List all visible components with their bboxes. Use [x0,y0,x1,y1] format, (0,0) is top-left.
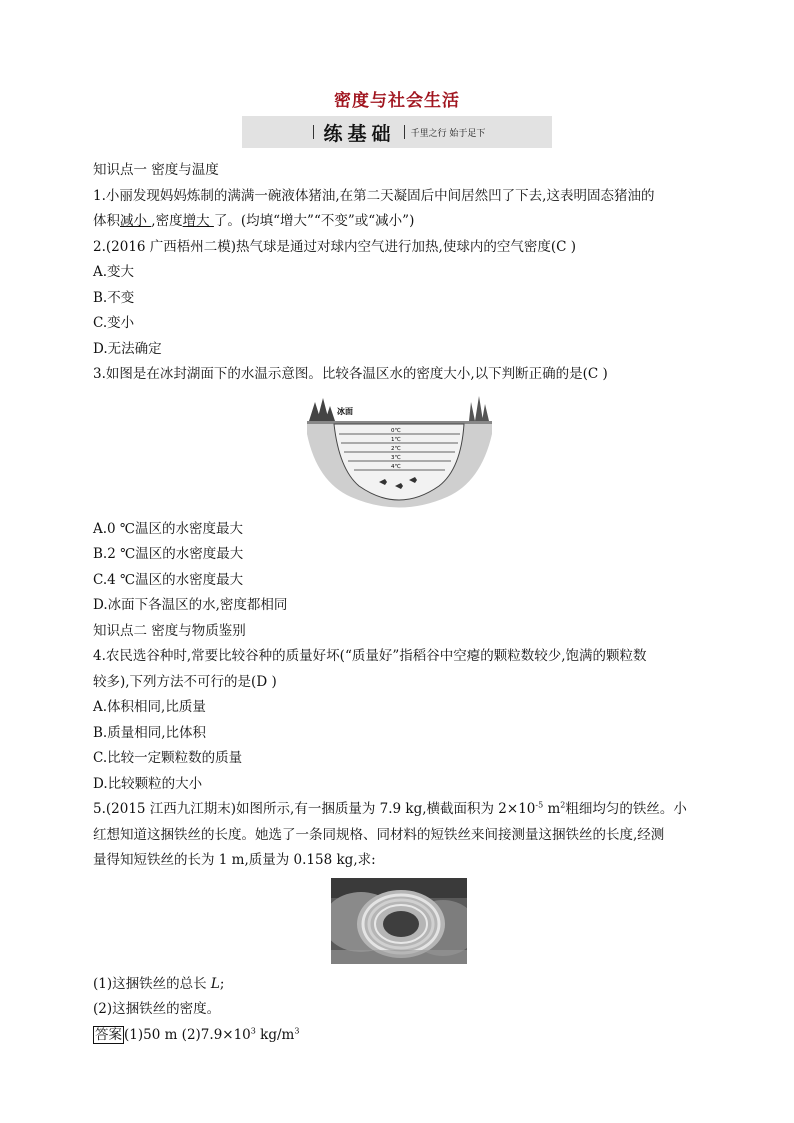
question-5-line-2: 红想知道这捆铁丝的长度。她选了一条同规格、同材料的短铁丝来间接测量这捆铁丝的长度,经测 [93,826,665,843]
wire-coil-figure [93,878,705,964]
banner-divider-left [313,125,314,139]
temp-label-3: 3℃ [391,454,401,461]
temp-label-0: 0℃ [391,427,401,434]
question-3-option-b: B.2 ℃温区的水密度最大 [93,546,244,562]
banner-main-text: 练基础 [323,122,396,145]
question-4-option-a: A.体积相同,比质量 [93,699,206,715]
worksheet-content [93,158,705,1048]
question-5-answer: 答案 (1)50 m $(2)7.9\times 10^3$ $kg/m^3$ [95,1026,300,1043]
banner-sub-text: 千里之行 始于足下 [410,128,486,139]
wire-coil-photo [331,878,467,964]
reed-icon [469,396,489,421]
section-heading-1: 知识点一 密度与温度 [93,162,219,178]
question-5-sub-1: (1)这捆铁丝的总长 L; [93,975,225,992]
question-2-option-b: B.不变 [93,289,135,306]
answer-blank-2: 增大 [182,213,214,229]
question-3-option-a: A.0 ℃温区的水密度最大 [93,520,244,537]
question-3-option-d: D.冰面下各温区的水,密度都相同 [93,597,288,613]
lake-temperature-figure [93,394,705,509]
question-3-stem: 3.如图是在冰封湖面下的水温示意图。比较各温区水的密度大小,以下判断正确的是(C ) [93,366,608,382]
section-banner [242,116,552,148]
question-1-line-2: 体积减小 ,密度增大 了。(均填“增大”“不变”或“减小”) [93,213,415,229]
question-3-option-c: C.4 ℃温区的水密度最大 [93,571,244,588]
question-4-line-2: 较多),下列方法不可行的是(D ) [93,673,277,690]
question-1-line-1: 1.小丽发现妈妈炼制的满满一碗液体猪油,在第二天凝固后中间居然凹了下去,这表明固态猪油的 [93,187,655,204]
section-heading-2: 知识点二 密度与物质鉴别 [93,622,246,639]
question-2-option-d: D.无法确定 [93,340,162,357]
answer-label-box: 答案 [95,1026,122,1043]
page-title: 密度与社会生活 [334,91,460,111]
temp-label-4: 4℃ [391,463,401,470]
question-2-stem: 2.(2016 广西梧州二模)热气球是通过对球内空气进行加热,使球内的空气密度(C ) [93,238,577,255]
question-4-line-1: 4.农民选谷种时,常要比较谷种的质量好坏(“质量好”指稻谷中空瘪的颗粒数较少,饱满的颗粒数 [93,648,647,664]
answer-blank-1: 减小 [120,213,152,229]
temp-label-2: 2℃ [391,445,401,452]
temp-label-1: 1℃ [391,436,401,443]
banner-divider-right [404,125,405,139]
question-5-sub-2: (2)这捆铁丝的密度。 [93,1001,221,1017]
question-4-option-b: B.质量相同,比体积 [93,724,207,741]
question-2-option-a: A.变大 [93,264,135,280]
question-5-line-3: 量得知短铁丝的长为 1 m,质量为 0.158 kg,求: [93,852,376,868]
question-4-option-c: C.比较一定颗粒数的质量 [93,750,243,766]
question-2-option-c: C.变小 [93,315,135,331]
question-5-line-1: 5.(2015 江西九江期末)如图所示,有一捆质量为 7.9 kg,横截面积为 $2\times 10^{-5}$ $m^2$粗细均匀的铁丝。小 [93,800,687,817]
lake-diagram [299,394,499,509]
question-4-option-d: D.比较颗粒的大小 [93,775,203,792]
tree-icon [309,398,335,421]
ice-label: 冰面 [337,406,353,416]
